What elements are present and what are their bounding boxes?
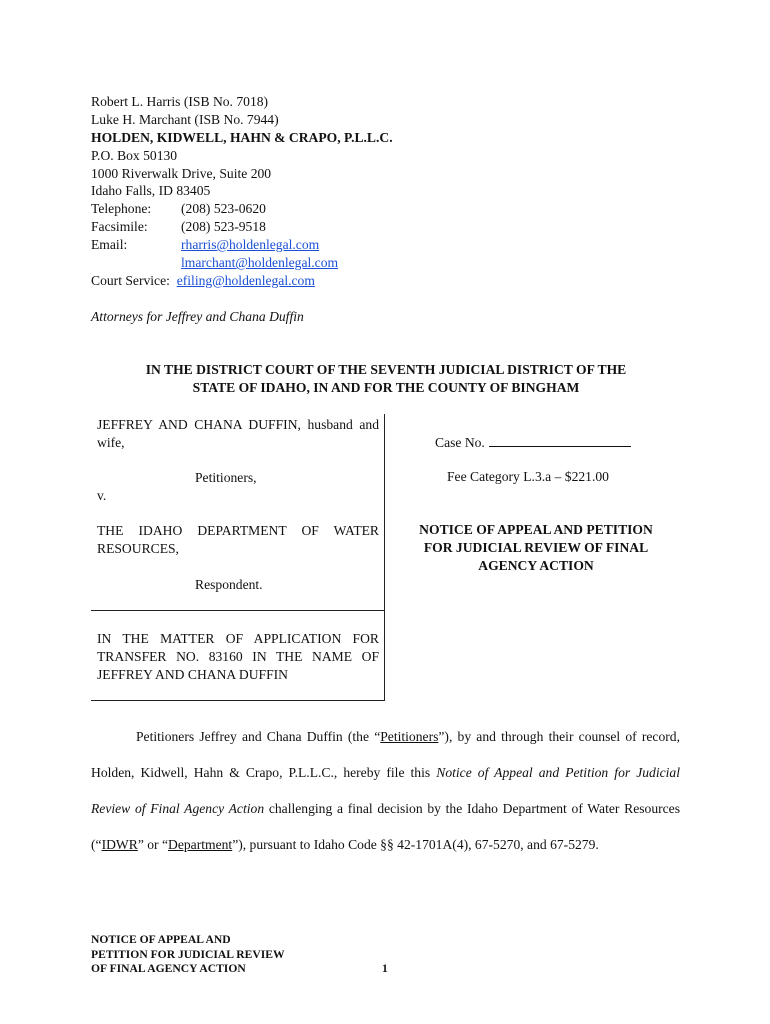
court-heading	[91, 361, 681, 397]
firm-name: HOLDEN, KIDWELL, HAHN & CRAPO, P.L.L.C.	[91, 129, 393, 145]
page-footer	[91, 933, 285, 977]
matter-caption: IN THE MATTER OF APPLICATION FOR TRANSFER NO. 83160 IN THE NAME OF JEFFREY AND CHANA DUFFIN	[97, 631, 379, 682]
footer-line: NOTICE OF APPEAL AND	[91, 933, 231, 946]
document-title-line: AGENCY ACTION	[478, 558, 594, 573]
court-heading-line: IN THE DISTRICT COURT OF THE SEVENTH JUDICIAL DISTRICT OF THE	[145, 362, 627, 377]
court-service-email-link[interactable]: efiling@holdenlegal.com	[176, 272, 315, 288]
document-title-line: NOTICE OF APPEAL AND PETITION	[419, 522, 653, 537]
caption-divider-bottom	[91, 700, 385, 701]
telephone-row	[91, 200, 393, 218]
fee-category: Fee Category L.3.a – $221.00	[447, 469, 609, 484]
body-text: challenging a final decision by the Idaho Department of Water Resources (“	[91, 801, 681, 852]
po-box: P.O. Box 50130	[91, 147, 178, 163]
case-number-blank	[489, 433, 631, 447]
document-title-line: FOR JUDICIAL REVIEW OF FINAL	[423, 540, 649, 555]
telephone-label: Telephone:	[91, 201, 152, 217]
city-state-zip: Idaho Falls, ID 83405	[91, 183, 211, 199]
footer-line: OF FINAL AGENCY ACTION	[91, 962, 246, 975]
attorneys-for-line: Attorneys for Jeffrey and Chana Duffin	[91, 309, 304, 324]
versus-label: v.	[97, 488, 107, 503]
attorney-name: Robert L. Harris (ISB No. 7018)	[91, 94, 269, 109]
email-row-2	[91, 254, 393, 272]
body-text: ”), by and through their counsel of record, Holden, Kidwell, Hahn & Crapo, P.L.L.C., hereby file this	[91, 729, 680, 780]
court-heading-line: STATE OF IDAHO, IN AND FOR THE COUNTY OF BINGHAM	[192, 380, 580, 395]
court-service-row	[91, 272, 393, 290]
respondent-name: THE IDAHO DEPARTMENT OF WATER RESOURCES,	[97, 523, 379, 556]
facsimile-row	[91, 218, 393, 236]
email-label: Email:	[91, 237, 128, 253]
defined-term: Department	[168, 837, 233, 852]
telephone-number: (208) 523-0620	[181, 201, 266, 217]
caption-divider-horizontal	[91, 610, 385, 611]
attorney-header	[91, 93, 393, 290]
case-number	[435, 433, 631, 451]
defined-term: Petitioners	[380, 729, 439, 744]
email-link-harris[interactable]: rharris@holdenlegal.com	[181, 237, 320, 253]
body-text: ” or “	[137, 837, 169, 852]
document-title-reference: Notice of Appeal and Petition for Judicial Review of Final Agency Action	[91, 765, 681, 816]
court-service-label: Court Service:	[91, 272, 170, 288]
body-paragraph	[91, 719, 680, 863]
petitioners-label: Petitioners,	[195, 470, 257, 485]
attorney-name: Luke H. Marchant (ISB No. 7944)	[91, 111, 279, 127]
email-row	[91, 236, 393, 254]
facsimile-label: Facsimile:	[91, 219, 148, 235]
respondent-label: Respondent.	[195, 577, 263, 592]
email-link-marchant[interactable]: lmarchant@holdenlegal.com	[181, 255, 339, 271]
body-text: Petitioners Jeffrey and Chana Duffin (the “	[136, 729, 381, 744]
case-number-label: Case No.	[435, 435, 485, 450]
petitioner-names: JEFFREY AND CHANA DUFFIN, husband and wife,	[97, 417, 379, 450]
page-number: 1	[382, 962, 388, 975]
body-text: ”), pursuant to Idaho Code §§ 42-1701A(4), 67-5270, and 67-5279.	[232, 837, 599, 852]
document-title	[396, 521, 676, 575]
facsimile-number: (208) 523-9518	[181, 219, 266, 235]
defined-term: IDWR	[101, 837, 138, 852]
footer-line: PETITION FOR JUDICIAL REVIEW	[91, 947, 285, 961]
street-address: 1000 Riverwalk Drive, Suite 200	[91, 165, 272, 181]
caption-divider-vertical	[384, 414, 385, 701]
